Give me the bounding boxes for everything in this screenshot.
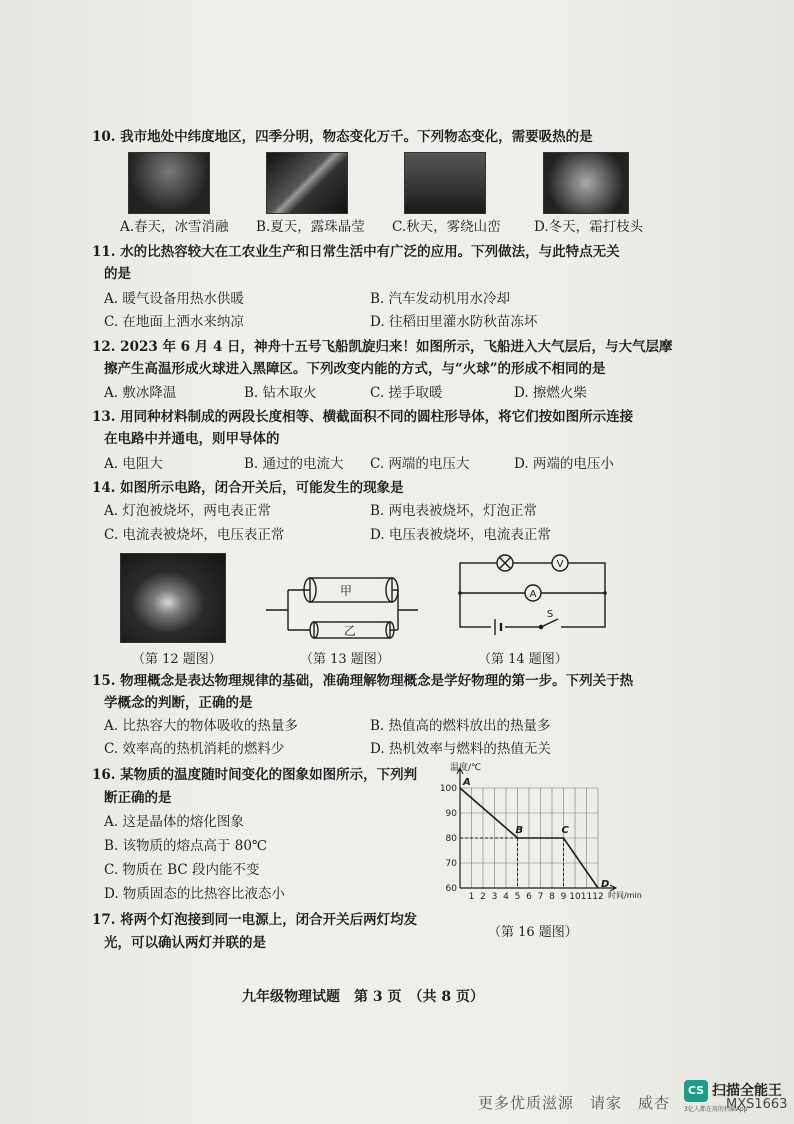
y-tick-label: 100 <box>439 784 457 794</box>
x-tick-label: 8 <box>549 892 555 902</box>
fig14-voltmeter-label: V <box>556 559 564 570</box>
fig14-ammeter-label: A <box>529 589 537 600</box>
x-tick-label: 6 <box>526 892 532 902</box>
q12-option-b: B. 钻木取火 <box>244 385 317 401</box>
x-tick-label: 4 <box>503 892 509 902</box>
q16-option-c: C. 物质在 BC 段内能不变 <box>104 862 260 878</box>
q15-option-c: C. 效率高的热机消耗的燃料少 <box>104 741 285 757</box>
x-tick-label: 1 <box>468 892 475 902</box>
fig13-label-jia: 甲 <box>339 584 353 598</box>
point-label-d: D <box>601 879 610 890</box>
q15-option-d: D. 热机效率与燃料的热值无关 <box>370 741 551 757</box>
q15-stem-1: 15. 物理概念是表达物理规律的基础，准确理解物理概念是学好物理的第一步。下列关于热 <box>92 673 634 689</box>
q17-stem-1: 17. 将两个灯泡接到同一电源上，闭合开关后两灯均发 <box>92 912 418 928</box>
q16-stem-2: 断正确的是 <box>104 790 172 806</box>
q13-option-b: B. 通过的电流大 <box>244 456 344 472</box>
x-tick-label: 12 <box>592 892 604 902</box>
q10-stem: 10. 我市地处中纬度地区，四季分明，物态变化万千。下列物态变化，需要吸热的是 <box>92 129 593 145</box>
fig12-caption: （第 12 题图） <box>132 652 222 667</box>
point-label-c: C <box>561 825 569 836</box>
fig14-switch-label: S <box>546 609 554 620</box>
fig13-label-yi: 乙 <box>343 624 357 638</box>
q13-stem-2: 在电路中并通电，则甲导体的 <box>104 431 280 447</box>
q12-stem-2: 擦产生高温形成火球进入黑障区。下列改变内能的方式，与“火球”的形成不相同的是 <box>104 361 606 377</box>
fig16-temperature-time-chart <box>420 758 645 908</box>
q15-option-b: B. 热值高的燃料放出的热量多 <box>370 718 551 734</box>
q14-option-a: A. 灯泡被烧坏，两电表正常 <box>104 503 271 519</box>
fig16-caption: （第 16 题图） <box>488 925 578 940</box>
q11-option-b: B. 汽车发动机用水冷却 <box>370 291 511 307</box>
q17-stem-2: 光，可以确认两灯并联的是 <box>104 935 266 951</box>
point-label-a: A <box>463 777 471 788</box>
q10-photo-a <box>128 152 210 214</box>
q14-option-b: B. 两电表被烧坏，灯泡正常 <box>370 503 538 519</box>
q12-option-d: D. 擦燃火柴 <box>514 385 587 401</box>
fig16-y-axis-label: 温度/℃ <box>450 763 482 773</box>
q10-option-c: C.秋天，雾绕山峦 <box>392 219 501 235</box>
q10-option-d: D.冬天，霜打枝头 <box>534 219 644 235</box>
q13-stem-1: 13. 用同种材料制成的两段长度相等、横截面积不同的圆柱形导体，将它们按如图所示连接 <box>92 409 634 425</box>
q12-option-a: A. 敷冰降温 <box>104 385 177 401</box>
q11-stem-1: 11. 水的比热容较大在工农业生产和日常生活中有广泛的应用。下列做法，与此特点无关 <box>92 244 620 260</box>
q14-option-d: D. 电压表被烧坏，电流表正常 <box>370 527 551 543</box>
q11-option-c: C. 在地面上洒水来纳凉 <box>104 314 244 330</box>
q13-option-a: A. 电阻大 <box>104 456 163 472</box>
y-tick-label: 70 <box>445 859 457 869</box>
scanner-app-name: 扫描全能王 <box>712 1083 782 1099</box>
x-tick-label: 5 <box>514 892 521 902</box>
q14-option-c: C. 电流表被烧坏，电压表正常 <box>104 527 285 543</box>
q11-stem-2: 的是 <box>104 266 131 282</box>
q10-option-a: A.春天，冰雪消融 <box>120 219 229 235</box>
q11-option-a: A. 暖气设备用热水供暖 <box>104 291 244 307</box>
q16-option-b: B. 该物质的熔点高于 80℃ <box>104 838 268 854</box>
fig16-x-axis-label: 时间/min <box>608 891 642 900</box>
q15-stem-2: 学概念的判断，正确的是 <box>104 695 253 711</box>
scanner-code: MXS1663 <box>726 1097 788 1112</box>
fig14-caption: （第 14 题图） <box>478 652 568 667</box>
x-tick-label: 7 <box>537 892 544 902</box>
x-tick-label: 10 <box>569 892 581 902</box>
x-tick-label: 2 <box>480 892 486 902</box>
point-label-b: B <box>515 825 524 836</box>
q10-option-b: B.夏天，露珠晶莹 <box>256 219 365 235</box>
x-tick-label: 11 <box>580 892 593 902</box>
q16-stem-1: 16. 某物质的温度随时间变化的图象如图所示，下列判 <box>92 767 418 783</box>
x-tick-label: 9 <box>560 892 567 902</box>
fig12-photo-fireball <box>120 553 226 643</box>
fig13-conductors-diagram <box>262 570 422 650</box>
fig13-caption: （第 13 题图） <box>300 652 390 667</box>
q13-option-d: D. 两端的电压小 <box>514 456 614 472</box>
q10-photo-b <box>266 152 348 214</box>
q16-option-d: D. 物质固态的比热容比液态小 <box>104 886 285 902</box>
q10-photo-c <box>404 152 486 214</box>
x-tick-label: 3 <box>491 892 498 902</box>
y-tick-label: 60 <box>445 884 457 894</box>
scanner-logo-icon: CS <box>684 1080 708 1102</box>
q14-stem: 14. 如图所示电路，闭合开关后，可能发生的现象是 <box>92 480 404 496</box>
fig14-circuit-diagram <box>455 545 615 640</box>
scanner-tagline: 3亿人都在用的扫描App <box>684 1106 748 1113</box>
q13-option-c: C. 两端的电压大 <box>370 456 470 472</box>
q15-option-a: A. 比热容大的物体吸收的热量多 <box>104 718 298 734</box>
watermark-text: 更多优质滋源 请家 威杏 <box>478 1094 671 1112</box>
y-tick-label: 90 <box>445 809 457 819</box>
q16-option-a: A. 这是晶体的熔化图象 <box>104 814 244 830</box>
y-tick-label: 80 <box>445 834 457 844</box>
q12-option-c: C. 搓手取暖 <box>370 385 443 401</box>
page-footer: 九年级物理试题 第 3 页 （共 8 页） <box>242 989 484 1005</box>
q12-stem-1: 12. 2023 年 6 月 4 日，神舟十五号飞船凯旋归来！如图所示，飞船进入大气层后，与大气层摩 <box>92 339 673 355</box>
q10-photo-d <box>543 152 629 214</box>
q11-option-d: D. 往稻田里灌水防秋苗冻坏 <box>370 314 538 330</box>
